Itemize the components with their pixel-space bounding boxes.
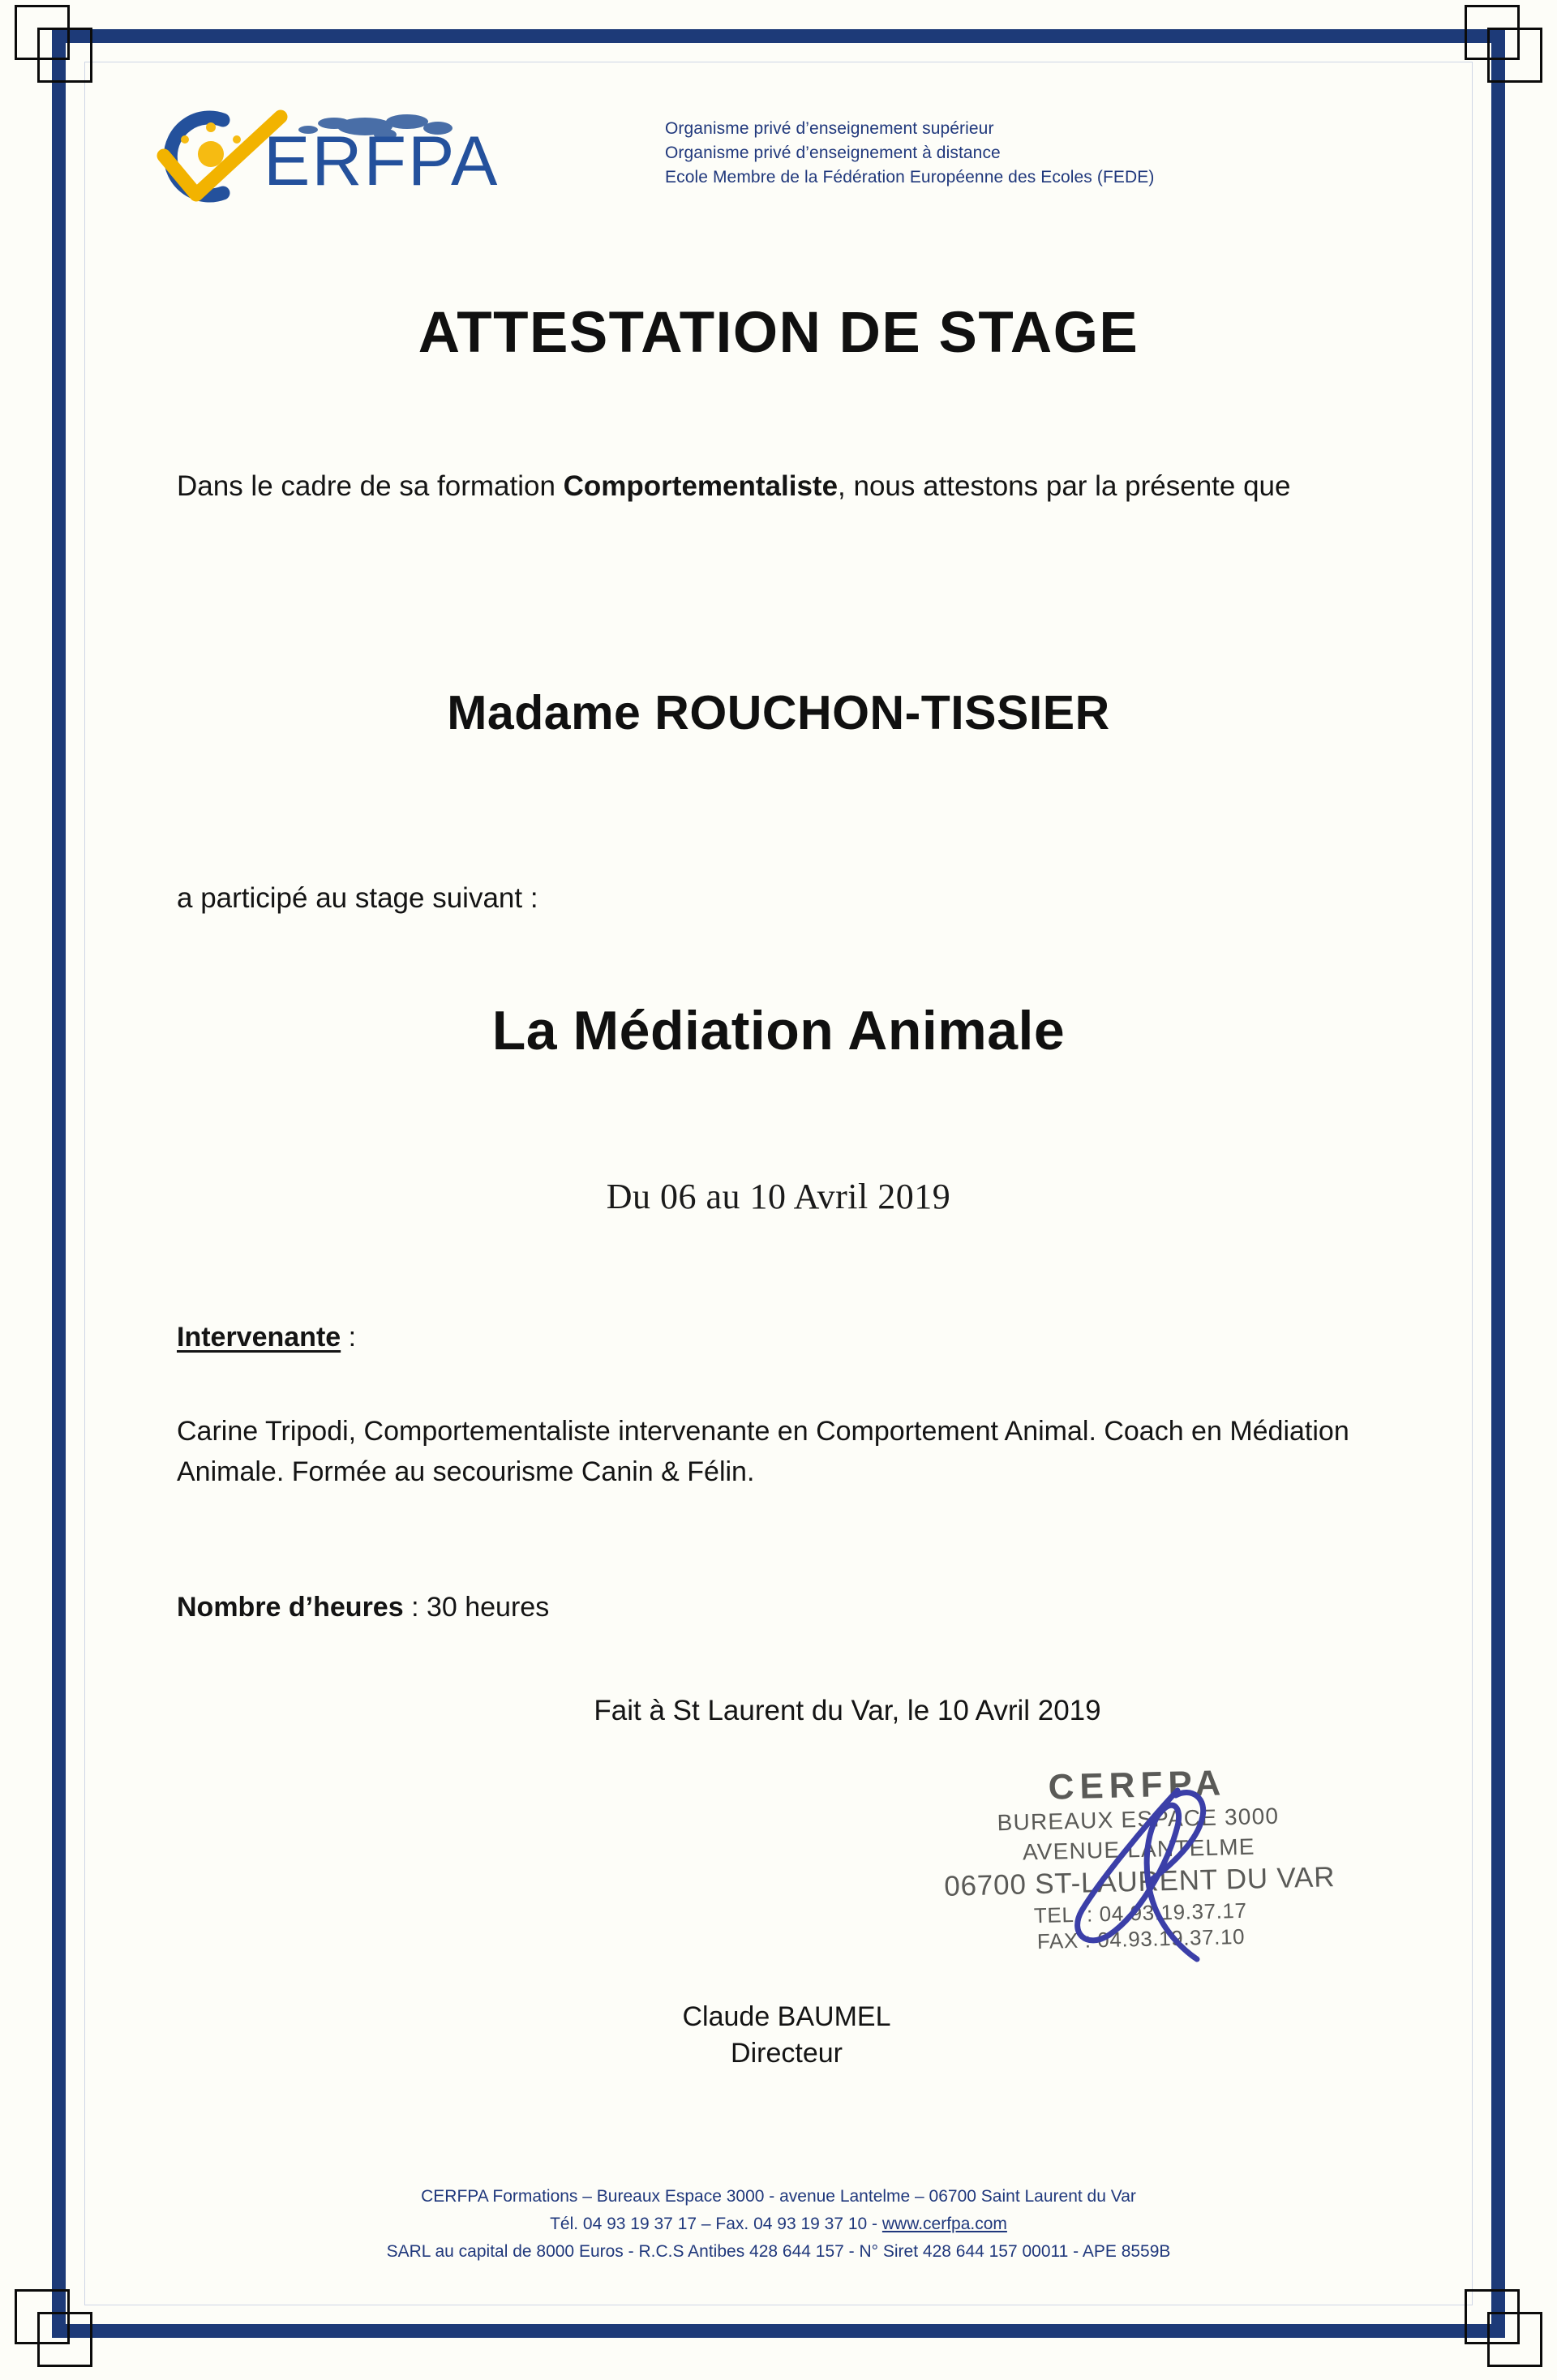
svg-text:ERFPA: ERFPA: [264, 122, 500, 200]
header-line-2: Organisme privé d’enseignement à distance: [665, 143, 1001, 162]
stamp-line-6: FAX : 04.93.19.37.10: [1036, 1924, 1246, 1954]
header-subtitle-block: [665, 117, 1154, 189]
footer-line-1: CERFPA Formations – Bureaux Espace 3000 - avenue Lantelme – 06700 Saint Laurent du Var: [421, 2187, 1136, 2206]
stamp-line-2: BUREAUX ESPACE 3000: [997, 1803, 1280, 1836]
signer-block: [0, 1999, 1557, 2072]
footer-contact-text: Tél. 04 93 19 37 17 – Fax. 04 93 19 37 10 -: [550, 2215, 882, 2234]
header-line-1: Organisme privé d’enseignement supérieur: [665, 119, 994, 138]
footer-line-2: [0, 2211, 1557, 2238]
hours-value: : 30 heures: [403, 1592, 550, 1623]
stamp-line-4: 06700 ST-LAURENT DU VAR: [943, 1861, 1336, 1903]
corner-bracket-bottom-left: [15, 2289, 92, 2367]
stamp-line-5: TEL. : 04.93.19.37.17: [1033, 1898, 1247, 1928]
hours-label: Nombre d’heures: [177, 1592, 404, 1623]
cerfpa-logo: [122, 105, 600, 207]
website-link[interactable]: www.cerfpa.com: [881, 2215, 1007, 2234]
corner-bracket-top-right: [1465, 5, 1542, 83]
signer-role: Directeur: [731, 2037, 843, 2069]
recipient-name: Madame ROUCHON-TISSIER: [447, 686, 1110, 740]
speaker-label-underlined: Intervenante: [177, 1322, 341, 1353]
document-footer: [0, 2183, 1557, 2266]
signer-name: Claude BAUMEL: [682, 2001, 891, 2032]
intro-prefix: Dans le cadre de sa formation: [177, 470, 564, 502]
header-line-3: Ecole Membre de la Fédération Européenne des Ecoles (FEDE): [665, 167, 1155, 187]
place-and-date: Fait à St Laurent du Var, le 10 Avril 2019: [594, 1695, 1101, 1726]
intro-paragraph: [177, 464, 1403, 510]
course-title: La Médiation Animale: [491, 1000, 1066, 1061]
corner-bracket-top-left: [15, 5, 92, 83]
speaker-label-colon: :: [341, 1322, 357, 1353]
intro-formation-name: Comportementaliste: [563, 470, 839, 502]
stamp-line-1: CERFPA: [1048, 1763, 1227, 1808]
footer-line-3: SARL au capital de 8000 Euros - R.C.S Antibes 428 644 157 - N° Siret 428 644 157 00011 - APE 8559B: [386, 2242, 1171, 2262]
speaker-label: [177, 1322, 356, 1353]
course-dates: Du 06 au 10 Avril 2019: [606, 1177, 951, 1216]
corner-bracket-bottom-right: [1465, 2289, 1542, 2367]
page-title: ATTESTATION DE STAGE: [418, 301, 1139, 365]
document-header: [97, 105, 1460, 211]
official-stamp: [869, 1760, 1409, 1983]
hours-line: [177, 1592, 549, 1623]
intro-suffix: , nous attestons par la présente que: [838, 470, 1291, 502]
participation-line: a participé au stage suivant :: [177, 882, 538, 914]
speaker-description: Carine Tripodi, Comportementaliste intervenante en Comportement Animal. Coach en Médiation Animale. Formée au secourisme Canin & Félin.: [177, 1416, 1349, 1488]
stamp-line-3: AVENUE LANTELME: [1022, 1833, 1255, 1865]
